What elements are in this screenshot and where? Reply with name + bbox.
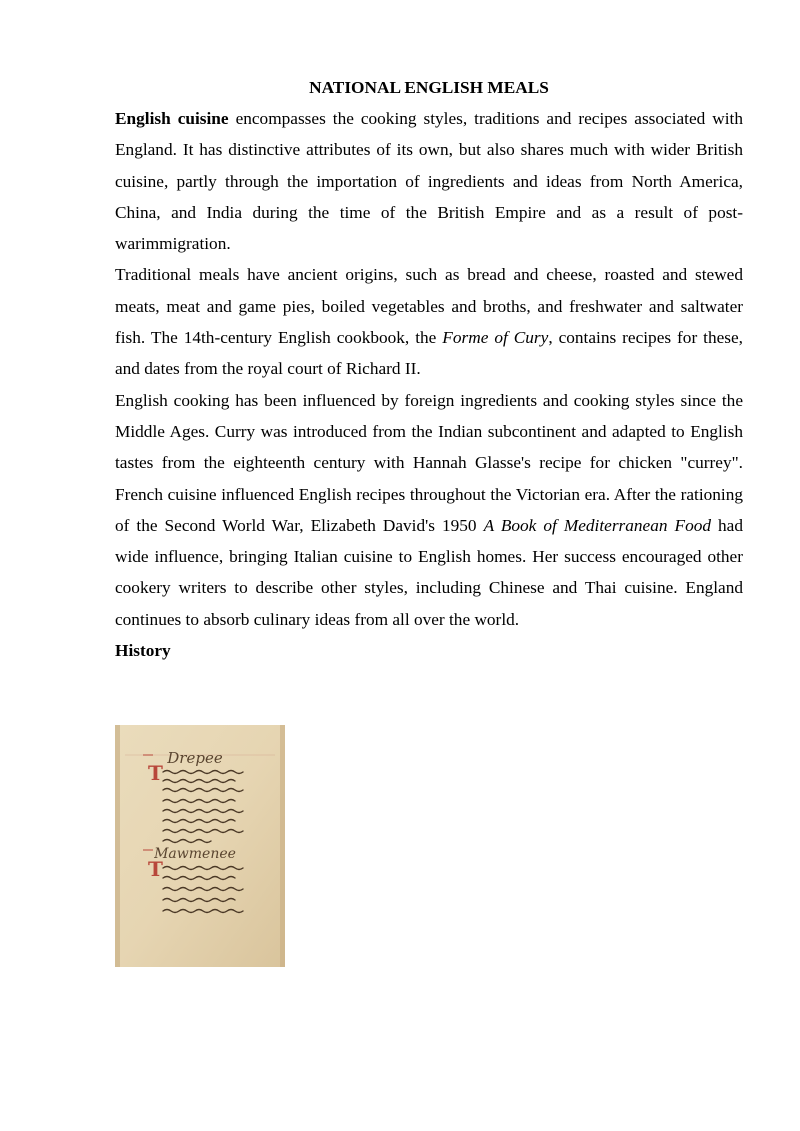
rubric-initial-1: T: [148, 761, 163, 785]
book-title-forme-of-cury: Forme of Cury: [442, 328, 549, 348]
paragraph-traditional: [115, 259, 743, 384]
manuscript-illustration: [115, 725, 285, 967]
lead-term: English cuisine: [115, 109, 229, 128]
paragraph-influences: [115, 385, 743, 635]
binding-edge: [115, 725, 120, 967]
section-heading-history: History: [115, 641, 171, 661]
manuscript-image: [115, 725, 285, 967]
paragraph-traditional-text-1: Traditional meals have ancient origins, such as bread and cheese, roasted and stewed meats, meat and game pies, boiled vegetables and broths, and freshwater and saltwater fish. The 14th-century English cookbook, the: [115, 265, 743, 348]
manuscript-heading-1: Drepee: [167, 749, 223, 767]
paragraph-intro-text: encompasses the cooking styles, traditions and recipes associated with England. It has distinctive attributes of its own, but also shares much with wider British cuisine, partly through the importation of ingredients and ideas from North America, China, and India during the time of the British Empire and as a result of post-warimmigration.: [115, 109, 743, 254]
paragraph-intro: [115, 103, 743, 259]
paragraph-influences-text-1: English cooking has been influenced by foreign ingredients and cooking styles since the Middle Ages. Curry was introduced from the Indian subcontinent and adapted to English tastes from the eighteenth century with Hannah Glasse's recipe for chicken "currey". French cuisine influenced English recipes throughout the Victorian era. After the rationing of the Second World War, Elizabeth David's 1950: [115, 390, 743, 535]
document-page: [115, 72, 743, 667]
paragraph-influences-text-2: had wide influence, bringing Italian cuisine to English homes. Her success encouraged other cookery writers to describe other styles, including Chinese and Thai cuisine. England continues to absorb culinary ideas from all over the world.: [115, 515, 743, 629]
page-edge: [280, 725, 285, 967]
manuscript-heading-2: Mawmenee: [154, 846, 236, 862]
rubric-initial-2: T: [148, 857, 163, 881]
page-title: NATIONAL ENGLISH MEALS: [309, 78, 549, 97]
paragraph-traditional-text-2: , contains recipes for these, and dates from the royal court of Richard II.: [115, 328, 743, 379]
book-title-mediterranean-food: A Book of Mediterranean Food: [483, 515, 712, 535]
